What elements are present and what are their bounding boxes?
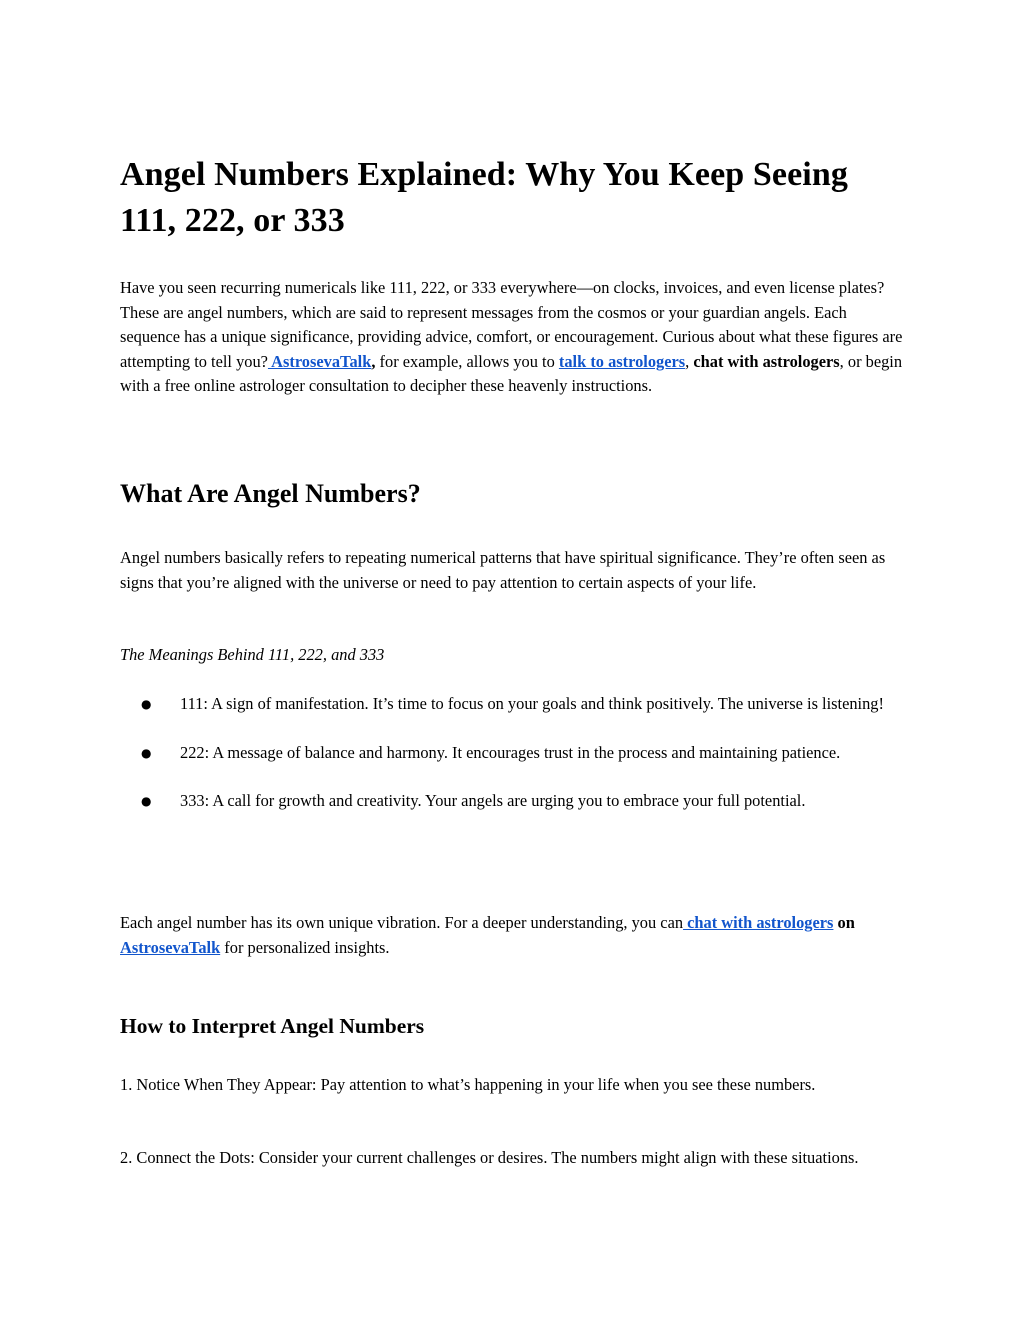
intro-text-2: for example, allows you to: [375, 351, 559, 371]
chat-with-astrologers-bold: chat with astrologers: [693, 351, 840, 371]
intro-comma-1: ,: [371, 351, 376, 371]
meanings-list: [120, 692, 910, 838]
intro-paragraph: [120, 276, 910, 399]
closing-on-bold: on: [833, 913, 855, 932]
what-are-paragraph: Angel numbers basically refers to repeating numerical patterns that have spiritual significance. They’re often seen as signs that you’re aligned with the universe or need to pay attention to certain aspects of your life.: [120, 548, 886, 592]
list-item-text: 333: A call for growth and creativity. Your angels are urging you to embrace your full potential.: [180, 791, 806, 810]
page-title: Angel Numbers Explained: Why You Keep Seeing 111, 222, or 333: [120, 156, 848, 239]
meanings-subheading: The Meanings Behind 111, 222, and 333: [120, 645, 385, 664]
step-2: 2. Connect the Dots: Consider your current challenges or desires. The numbers might align with these situations.: [120, 1148, 859, 1167]
closing-paragraph: [120, 911, 910, 960]
list-item-111: [120, 692, 910, 717]
list-item-222: [120, 741, 910, 766]
list-item-text: 111: A sign of manifestation. It’s time to focus on your goals and think positively. The universe is listening!: [180, 694, 884, 713]
closing-text-2: for personalized insights.: [220, 937, 390, 957]
bullet-icon: ●: [141, 697, 152, 711]
list-item-333: [120, 789, 910, 814]
astrosevatalk-link-2[interactable]: AstrosevaTalk: [120, 937, 221, 957]
list-item-text: 222: A message of balance and harmony. It encourages trust in the process and maintaining patience.: [180, 742, 841, 762]
talk-to-astrologers-link[interactable]: talk to astrologers: [558, 351, 686, 371]
section-heading-how-to: How to Interpret Angel Numbers: [120, 1014, 425, 1038]
intro-comma-2: ,: [685, 351, 694, 371]
step-1: 1. Notice When They Appear: Pay attention to what’s happening in your life when you see these numbers.: [120, 1075, 816, 1094]
bullet-icon: ●: [141, 794, 152, 808]
closing-text-1: Each angel number has its own unique vibration. For a deeper understanding, you can: [120, 913, 684, 932]
intro-text-3: , or begin with a free online astrologer consultation to decipher these heavenly instructions.: [120, 351, 903, 395]
bullet-icon: ●: [141, 745, 152, 760]
intro-text-1: Have you seen recurring numericals like 111, 222, or 333 everywhere—on clocks, invoices, and even license plates? These are angel numbers, which are said to represent messages from the cosmos or your guardian angels. Each sequence has a unique significance, providing advice, comfort, or encouragement. Curious about what these figures are attempting to tell you?: [120, 278, 903, 371]
chat-with-astrologers-link[interactable]: chat with astrologers: [683, 913, 834, 932]
astrosevatalk-link[interactable]: AstrosevaTalk: [267, 351, 372, 371]
section-heading-what-are: What Are Angel Numbers?: [120, 479, 421, 508]
